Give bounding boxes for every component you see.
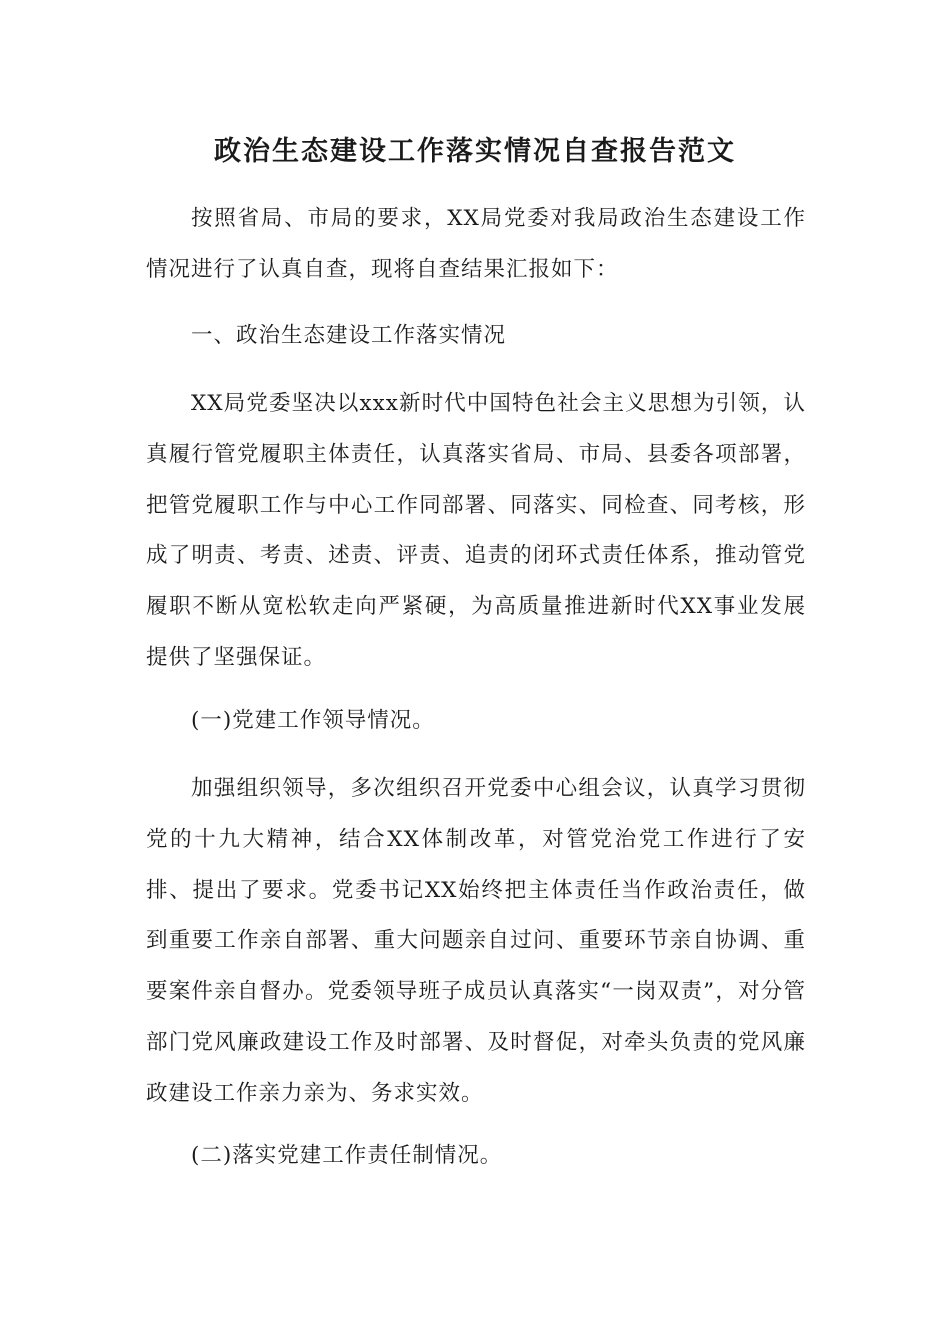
- section-1-heading: 一、政治生态建设工作落实情况: [191, 323, 507, 348]
- subsection-2-heading: (二)落实党建工作责任制情况。: [191, 1143, 503, 1168]
- document-title: 政治生态建设工作落实情况自查报告范文: [214, 136, 736, 167]
- subsection-1-heading: (一)党建工作领导情况。: [191, 708, 435, 733]
- section-1-paragraph: XX局党委坚决以xxx新时代中国特色社会主义思想为引领，认真履行管党履职主体责任，认真落实省局、市局、县委各项部署，把管党履职工作与中心工作同部署、同落实、同检查、同考核，形成了明责、考责、述责、评责、追责的闭环式责任体系，推动管党履职不断从宽松软走向严紧硬，为高质量推进新时代XX事业发展提供了坚强保证。: [146, 391, 806, 670]
- intro-paragraph: 按照省局、市局的要求，XX局党委对我局政治生态建设工作情况进行了认真自查，现将自查结果汇报如下：: [146, 206, 806, 282]
- subsection-1-paragraph: 加强组织领导，多次组织召开党委中心组会议，认真学习贯彻党的十九大精神，结合XX体制改革，对管党治党工作进行了安排、提出了要求。党委书记XX始终把主体责任当作政治责任，做到重要工作亲自部署、重大问题亲自过问、重要环节亲自协调、重要案件亲自督办。党委领导班子成员认真落实“一岗双责”，对分管部门党风廉政建设工作及时部署、及时督促，对牵头负责的党风廉政建设工作亲力亲为、务求实效。: [146, 776, 806, 1106]
